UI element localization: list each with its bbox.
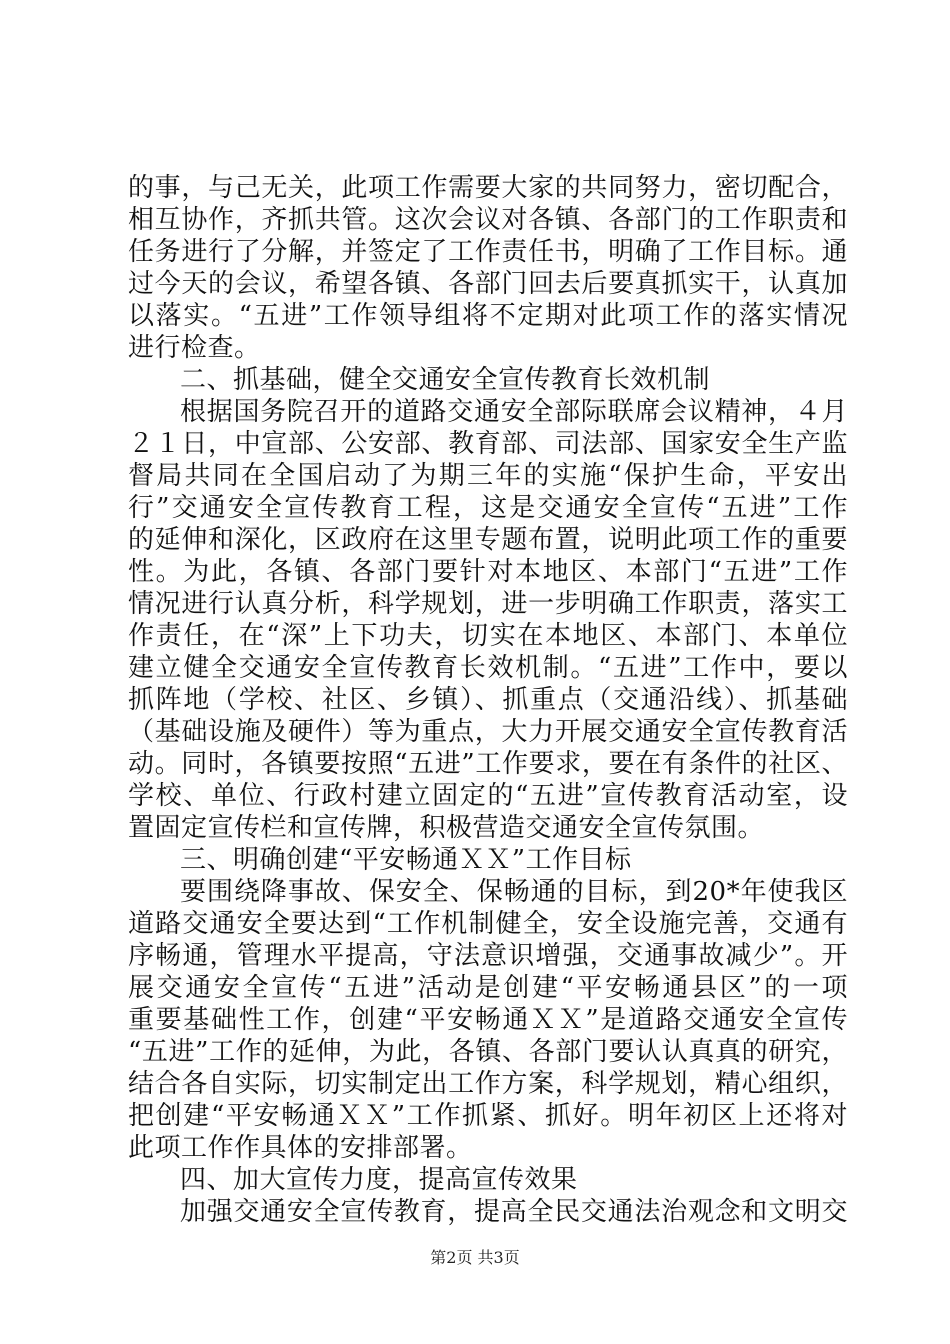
paragraph-line: 重要基础性工作，创建“平安畅通ＸＸ”是道路交通安全宣传 — [128, 1005, 848, 1035]
section-heading: 二、抓基础，健全交通安全宣传教育长效机制 — [180, 365, 711, 395]
section-heading: 三、明确创建“平安畅通ＸＸ”工作目标 — [180, 845, 632, 875]
paragraph-line: 抓阵地（学校、社区、乡镇）、抓重点（交通沿线）、抓基础 — [128, 685, 848, 715]
paragraph-line: 相互协作，齐抓共管。这次会议对各镇、各部门的工作职责和 — [128, 205, 848, 235]
paragraph-line: 行”交通安全宣传教育工程，这是交通安全宣传“五进”工作 — [128, 493, 848, 523]
paragraph-line: 督局共同在全国启动了为期三年的实施“保护生命，平安出 — [128, 461, 848, 491]
paragraph-line: 以落实。“五进”工作领导组将不定期对此项工作的落实情况 — [128, 301, 848, 331]
paragraph-line: 情况进行认真分析，科学规划，进一步明确工作职责，落实工 — [128, 589, 848, 619]
paragraph-line: 把创建“平安畅通ＸＸ”工作抓紧、抓好。明年初区上还将对 — [128, 1101, 848, 1131]
paragraph-line: 任务进行了分解，并签定了工作责任书，明确了工作目标。通 — [128, 237, 848, 267]
paragraph-line: 置固定宣传栏和宣传牌，积极营造交通安全宣传氛围。 — [128, 813, 765, 843]
paragraph-line: 学校、单位、行政村建立固定的“五进”宣传教育活动室，设 — [128, 781, 848, 811]
paragraph-line: 进行检查。 — [128, 333, 261, 363]
paragraph-line: 结合各自实际，切实制定出工作方案，科学规划，精心组织， — [128, 1069, 848, 1099]
paragraph-line: 序畅通，管理水平提高，守法意识增强，交通事故减少”。开 — [128, 941, 848, 971]
paragraph-line: 展交通安全宣传“五进”活动是创建“平安畅通县区”的一项 — [128, 973, 848, 1003]
page-number: 第2页 共3页 — [430, 1248, 520, 1267]
paragraph-line: 过今天的会议，希望各镇、各部门回去后要真抓实干，认真加 — [128, 269, 848, 299]
paragraph-line: 此项工作作具体的安排部署。 — [128, 1133, 473, 1163]
paragraph-line: 的延伸和深化，区政府在这里专题布置，说明此项工作的重要 — [128, 525, 848, 555]
paragraph-line: （基础设施及硬件）等为重点，大力开展交通安全宣传教育活 — [128, 717, 848, 747]
paragraph-line: 动。同时，各镇要按照“五进”工作要求，要在有条件的社区、 — [128, 749, 848, 779]
paragraph-line: 要围绕降事故、保安全、保畅通的目标，到20*年使我区 — [180, 877, 848, 907]
document-body — [128, 172, 848, 1228]
paragraph-line: ２１日，中宣部、公安部、教育部、司法部、国家安全生产监 — [128, 429, 848, 459]
paragraph-line: “五进”工作的延伸，为此，各镇、各部门要认认真真的研究， — [128, 1037, 848, 1067]
paragraph-line: 作责任，在“深”上下功夫，切实在本地区、本部门、本单位 — [128, 621, 848, 651]
page-footer — [0, 1248, 950, 1268]
paragraph-line: 加强交通安全宣传教育，提高全民交通法治观念和文明交 — [180, 1197, 848, 1227]
paragraph-line: 的事，与己无关，此项工作需要大家的共同努力，密切配合， — [128, 173, 848, 203]
section-heading: 四、加大宣传力度，提高宣传效果 — [180, 1165, 578, 1195]
paragraph-line: 建立健全交通安全宣传教育长效机制。“五进”工作中，要以 — [128, 653, 848, 683]
paragraph-line: 道路交通安全要达到“工作机制健全，安全设施完善，交通有 — [128, 909, 848, 939]
paragraph-line: 根据国务院召开的道路交通安全部际联席会议精神，４月 — [180, 397, 848, 427]
paragraph-line: 性。为此，各镇、各部门要针对本地区、本部门“五进”工作 — [128, 557, 848, 587]
